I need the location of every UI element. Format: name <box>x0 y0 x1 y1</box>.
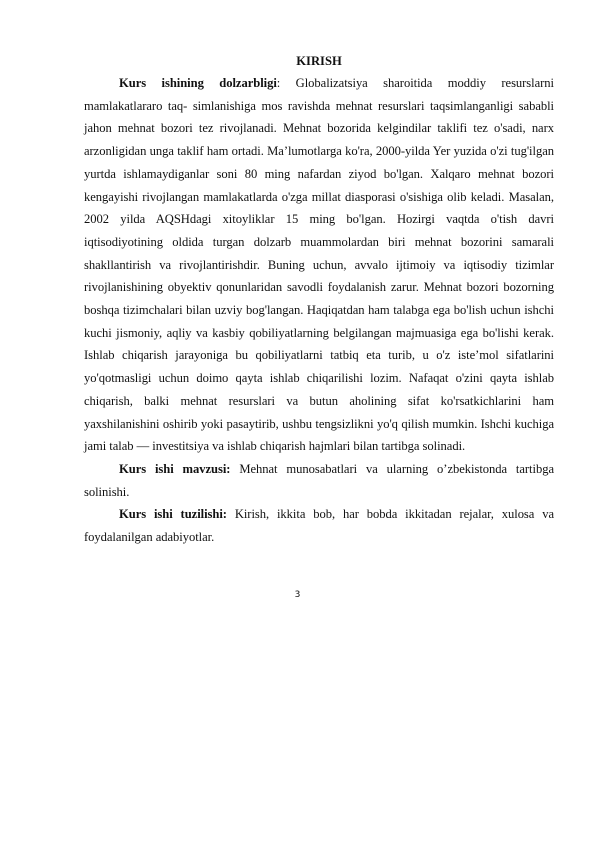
paragraph-label: Kurs ishi tuzilishi: <box>119 507 227 522</box>
paragraph-relevance <box>84 72 554 458</box>
paragraph-structure <box>84 503 554 548</box>
paragraph-topic <box>84 458 554 503</box>
paragraph-separator: : <box>276 76 281 90</box>
section-title: KIRISH <box>296 54 342 68</box>
document-page <box>84 50 554 549</box>
paragraph-text: Mehnat munosabatlari va ularning o’zbekistonda tartibga solinishi. <box>84 461 554 499</box>
paragraph-label: Kurs ishi mavzusi: <box>119 461 231 476</box>
paragraph-text: Kirish, ikkita bob, har bobda ikkitadan rejalar, xulosa va foydalanilgan adabiyotlar. <box>84 507 554 545</box>
paragraph-text: Globalizatsiya sharoitida moddiy resurslarni mamlakatlararo taq- simlanishiga mos ravishda mehnat resurslari taqsimlanganligi sababli jahon mehnat bozori tez rivojlanadi. Mehnat bozorida kelgindilar taklifi tez o'sadi, narx arzonligidan unga taklif ham ortadi. Ma’lumotlarga ko'ra, 2000-yilda Yer yuzida o'zi tug'ilgan yurtda ishlamaydiganlar soni 80 ming nafardan ziyod bo'lgan. Xalqaro mehnat bozori kengayishi rivojlangan mamlakatlarda o'zga millat diasporasi o'sishiga olib keladi. Masalan, 2002 yilda AQSHdagi xitoyliklar 15 ming bo'lgan. Hozirgi vaqtda o'tish davri iqtisodiyotining oldida turgan dolzarb muammolardan biri mehnat bozorini samarali shakllantirish va rivojlantirishdir. Buning uchun, avvalo ijtimoiy va iqtisodiy tizimlar rivojlanishining obyektiv qonunlaridan savodli foydalanish zarur. Mehnat bozori bozorning boshqa tizimchalari bilan uzviy bog'langan. Haqiqatdan ham talabga ega bo'lish uchun ishchi kuchi jismoniy, aqliy va kasbiy qobiliyatlarning belgilangan majmuasiga ega bo'lishi kerak. Ishlab chiqarish jarayoniga bu qobiliyatlarni tatbiq eta turib, u o'z iste’mol sifatlarini yo'qotmasligi uchun doimo qayta ishlab chiqarilishi lozim. Nafaqat o'zini qayta ishlab chiqarish, balki mehnat resurslari va butun aholining sifat ko'rsatkichlarini ham yaxshilanishini oshirib yoki pasaytirib, ushbu tengsizlikni yo'q qilish mumkin. Ishchi kuchiga jami talab — investitsiya va ishlab chiqarish hajmlari bilan tartibga solinadi. <box>84 76 554 454</box>
paragraph-label: Kurs ishining dolzarbligi <box>119 76 277 90</box>
page-number: 3 <box>294 590 301 600</box>
